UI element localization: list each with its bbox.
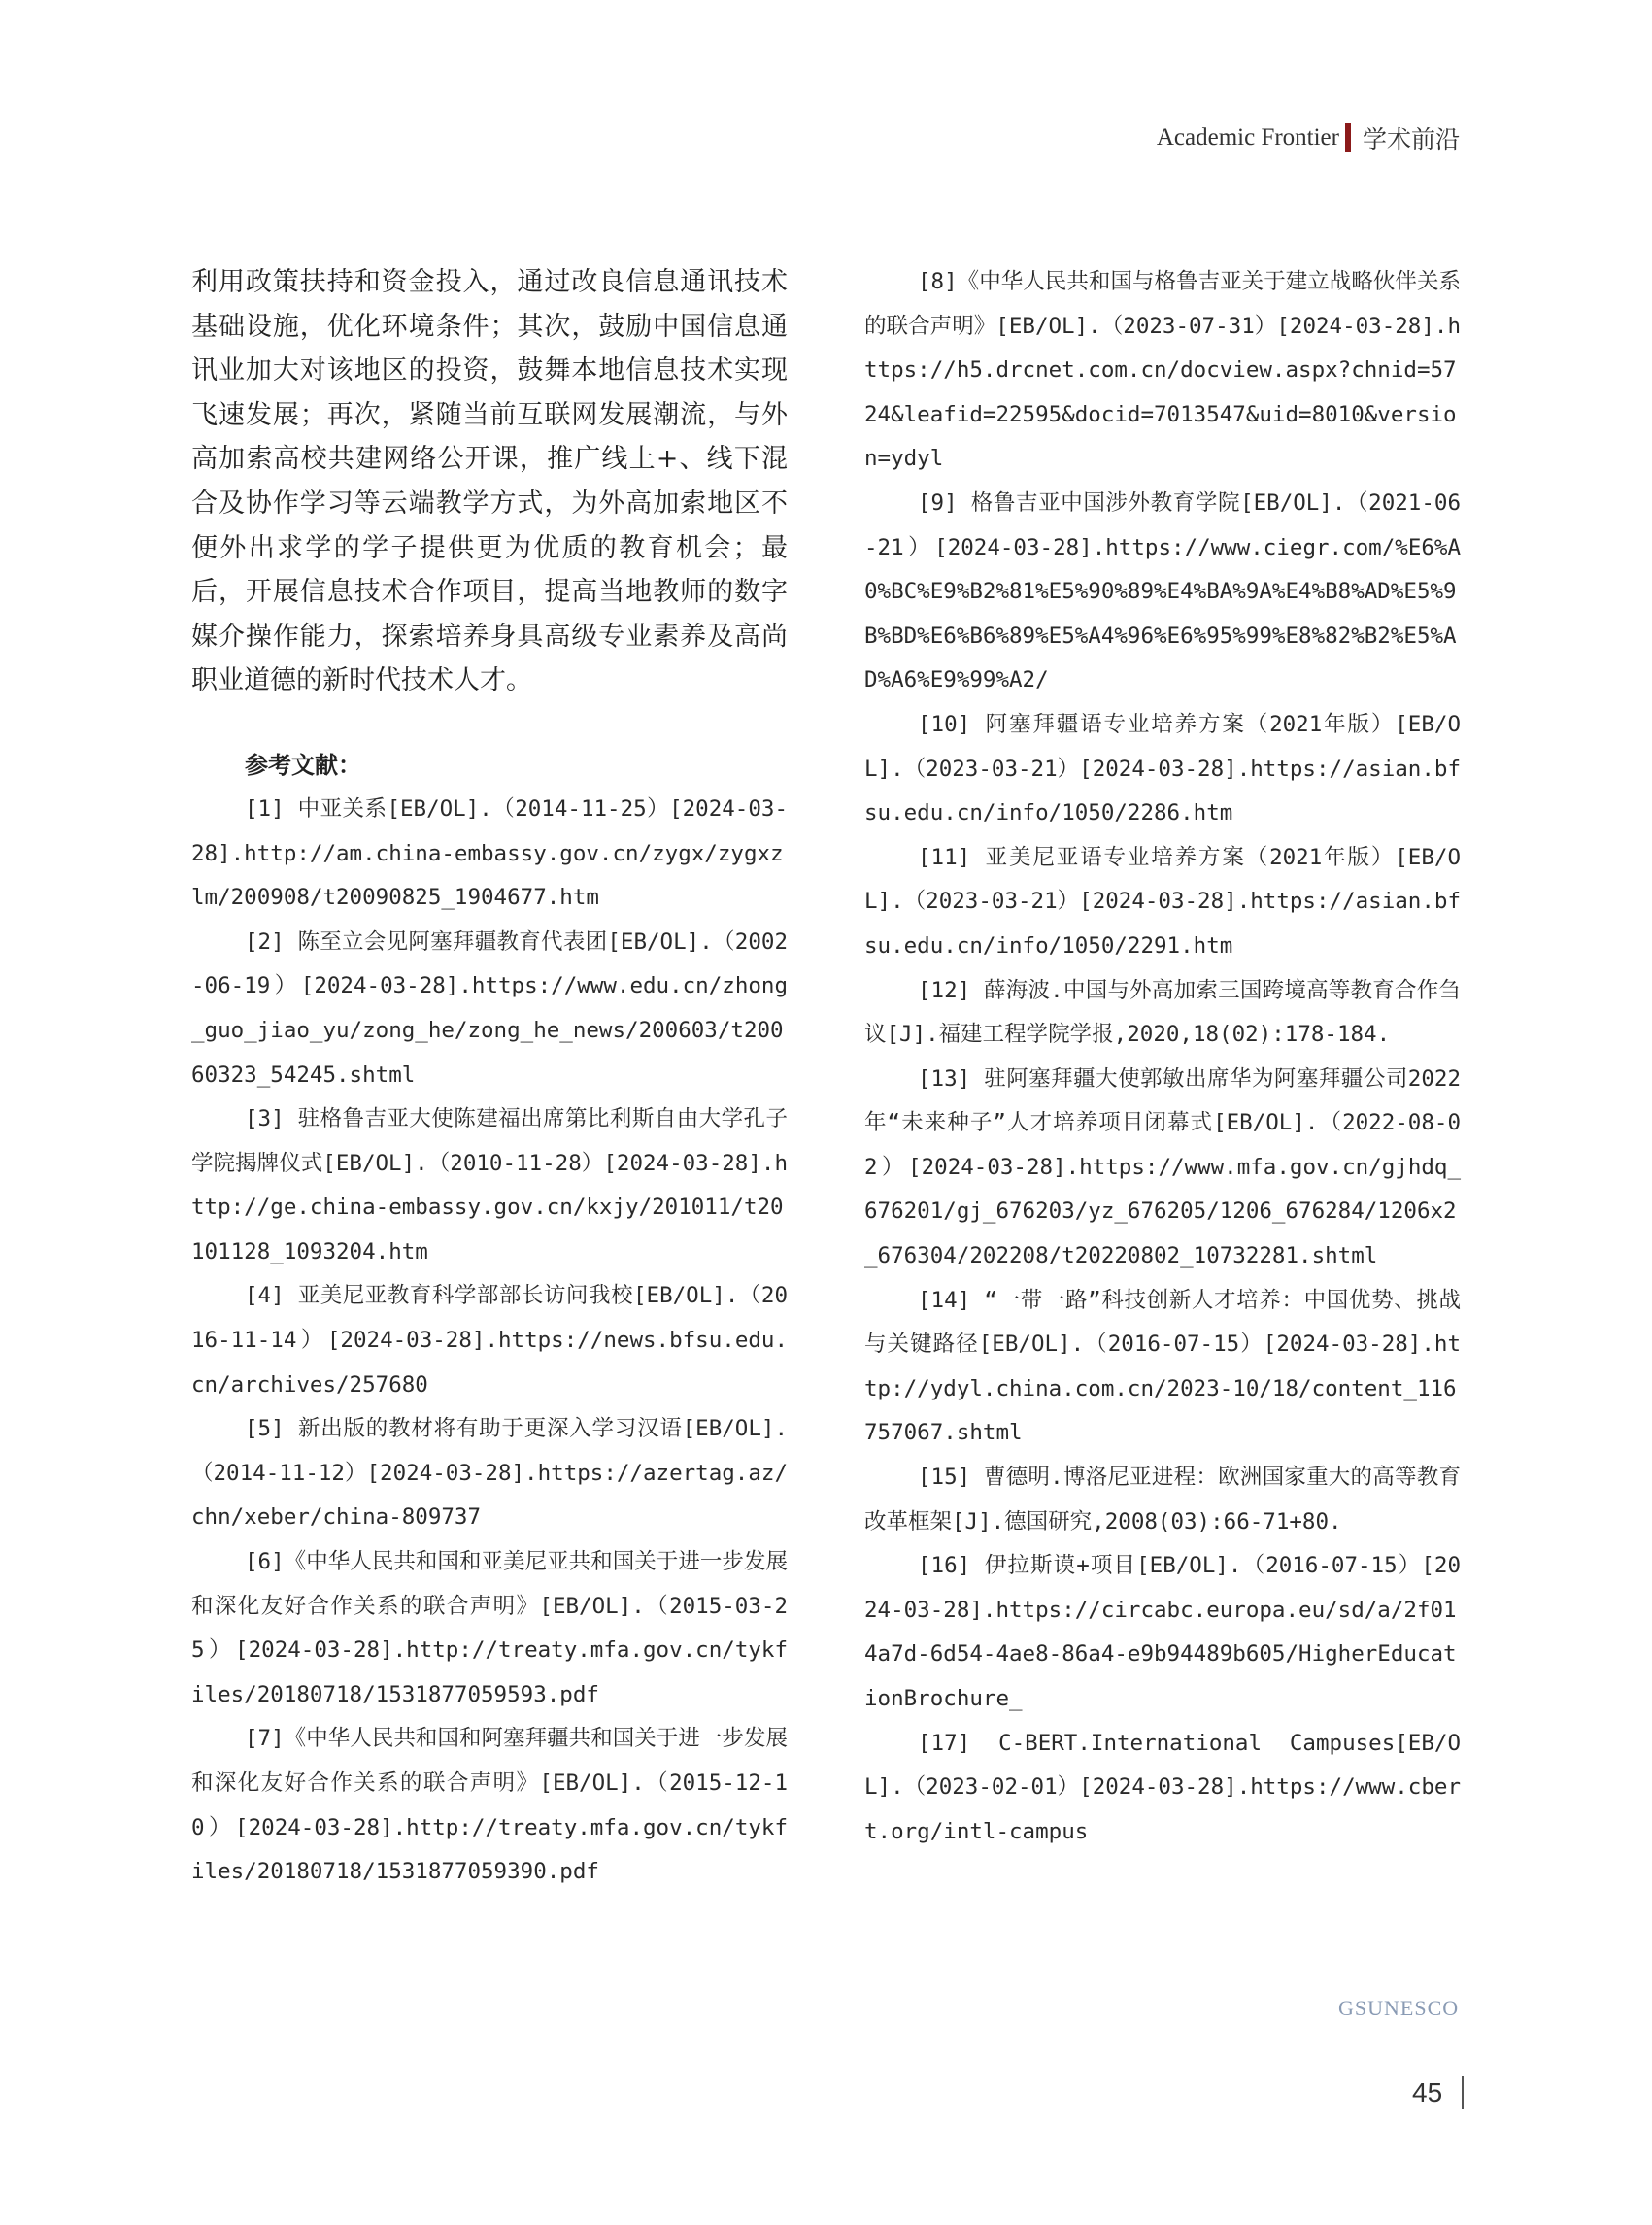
footer-rule [1462,2076,1464,2109]
left-column [191,260,788,1895]
reference-item: [5] 新出版的教材将有助于更深入学习汉语[EB/OL].（2014-11-12）[2024-03-28].https://azertag.az/chn/xeber/china-809737 [191,1416,788,1531]
page-number: 45 [1412,2077,1443,2107]
header-accent-bar [1345,123,1351,152]
reference-item: [15] 曹德明.博洛尼亚进程：欧洲国家重大的高等教育改革框架[J].德国研究,2008(03):66-71+80. [864,1465,1461,1534]
reference-item: [9] 格鲁吉亚中国涉外教育学院[EB/OL].（2021-06-21）[2024-03-28].https://www.ciegr.com/%E6%A0%BC%E9%B2%81%E5%90%89%E4%BA%9A%E4%B8%AD%E5%9B%BD%E6%B6%89%E5%A4%96%E6%95%99%E8%82%B2%E5%AD%A6%E9%99%A2/ [864,489,1461,693]
reference-item: [11] 亚美尼亚语专业培养方案（2021年版）[EB/OL].（2023-03-21）[2024-03-28].https://asian.bfsu.edu.cn/info/1050/2291.htm [864,844,1461,959]
right-column [864,260,1461,1854]
reference-item: [17] C-BERT.International Campuses[EB/OL].（2023-02-01）[2024-03-28].https://www.cbert.org/intl-campus [864,1730,1461,1844]
body-paragraph: 利用政策扶持和资金投入，通过改良信息通讯技术基础设施，优化环境条件；其次，鼓励中国信息通讯业加大对该地区的投资，鼓舞本地信息技术实现飞速发展；再次，紧随当前互联网发展潮流，与外高加索高校共建网络公开课，推广线上+、线下混合及协作学习等云端教学方式，为外高加索地区不便外出求学的学子提供更为优质的教育机会；最后，开展信息技术合作项目，提高当地教师的数字媒介操作能力，探索培养身具高级专业素养及高尚职业道德的新时代技术人才。 [191,267,788,696]
references-heading: 参考文献： [245,751,361,779]
running-header [1157,120,1460,155]
reference-item: [2] 陈至立会见阿塞拜疆教育代表团[EB/OL].（2002-06-19）[2024-03-28].https://www.edu.cn/zhong_guo_jiao_yu/zong_he/zong_he_news/200603/t20060323_54245.shtml [191,928,788,1088]
reference-item: [6]《中华人民共和国和亚美尼亚共和国关于进一步发展和深化友好合作关系的联合声明》[EB/OL].（2015-03-25）[2024-03-28].http://treaty.mfa.gov.cn/tykfiles/20180718/1531877059593.pdf [191,1549,788,1707]
reference-item: [10] 阿塞拜疆语专业培养方案（2021年版）[EB/OL].（2023-03-21）[2024-03-28].https://asian.bfsu.edu.cn/info/1050/2286.htm [864,711,1461,826]
page-footer [1412,2076,1464,2109]
reference-item: [8]《中华人民共和国与格鲁吉亚关于建立战略伙伴关系的联合声明》[EB/OL].（2023-07-31）[2024-03-28].https://h5.drcnet.com.cn/docview.aspx?chnid=5724&leafid=22595&docid=7013547&uid=8010&version=ydyl [864,269,1461,472]
reference-item: [3] 驻格鲁吉亚大使陈建福出席第比利斯自由大学孔子学院揭牌仪式[EB/OL].（2010-11-28）[2024-03-28].http://ge.china-embassy.gov.cn/kxjy/201011/t20101128_1093204.htm [191,1106,788,1264]
reference-item: [7]《中华人民共和国和阿塞拜疆共和国关于进一步发展和深化友好合作关系的联合声明》[EB/OL].（2015-12-10）[2024-03-28].http://treaty.mfa.gov.cn/tykfiles/20180718/1531877059390.pdf [191,1726,788,1885]
reference-item: [14] “一带一路”科技创新人才培养：中国优势、挑战与关键路径[EB/OL].（2016-07-15）[2024-03-28].http://ydyl.china.com.cn/2023-10/18/content_116757067.shtml [864,1287,1461,1446]
section-name-cn: 学术前沿 [1362,125,1460,153]
reference-item: [1] 中亚关系[EB/OL].（2014-11-25）[2024-03-28].http://am.china-embassy.gov.cn/zygx/zygxzlm/200908/t20090825_1904677.htm [191,795,788,911]
references-list-left [191,788,788,1895]
reference-item: [12] 薛海波.中国与外高加索三国跨境高等教育合作刍议[J].福建工程学院学报,2020,18(02):178-184. [864,977,1461,1048]
reference-item: [16] 伊拉斯谟+项目[EB/OL].（2016-07-15）[2024-03-28].https://circabc.europa.eu/sd/a/2f014a7d-6d54-4ae8-86a4-e9b94489b605/HigherEducationBrochure_ [864,1553,1461,1711]
journal-name-en: Academic Frontier [1156,124,1339,151]
reference-item: [13] 驻阿塞拜疆大使郭敏出席华为阿塞拜疆公司2022年“未来种子”人才培养项目闭幕式[EB/OL].（2022-08-02）[2024-03-28].https://www.mfa.gov.cn/gjhdq_676201/gj_676203/yz_676205/1206_676284/1206x2_676304/202208/t20220802_10732281.shtml [864,1065,1461,1269]
references-list-right [864,260,1461,1854]
reference-item: [4] 亚美尼亚教育科学部部长访问我校[EB/OL].（2016-11-14）[2024-03-28].https://news.bfsu.edu.cn/archives/257680 [191,1283,788,1398]
watermark-logo-text: GSUNESCO [1338,1996,1460,2020]
